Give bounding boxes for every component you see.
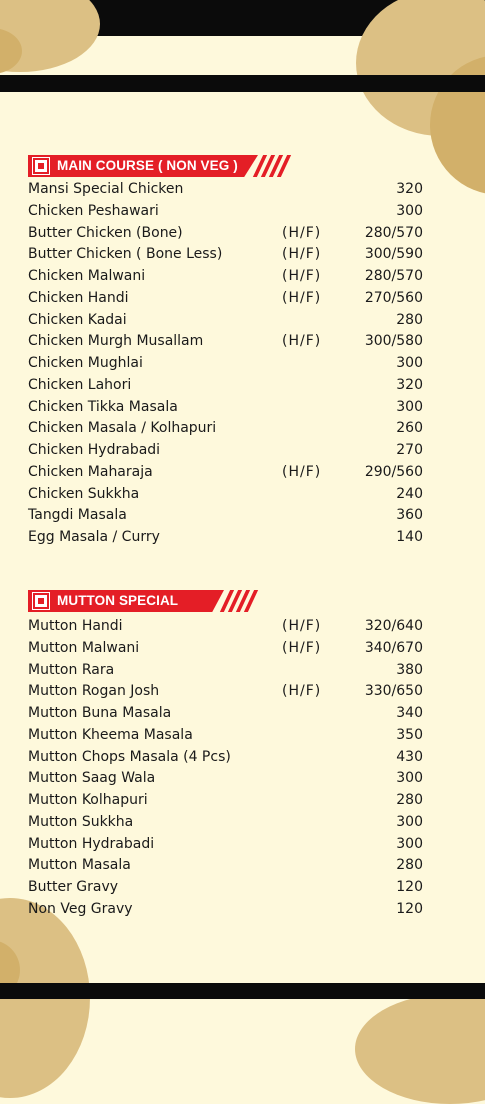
section-title: MAIN COURSE ( NON VEG ) bbox=[57, 158, 238, 173]
item-name: Chicken Maharaja bbox=[28, 463, 153, 480]
menu-item bbox=[28, 877, 423, 899]
item-name: Mutton Handi bbox=[28, 618, 123, 634]
menu-item bbox=[28, 484, 423, 506]
item-name: Chicken Masala / Kolhapuri bbox=[28, 420, 217, 437]
bottom-black-band bbox=[0, 983, 485, 999]
item-name: Mutton Kheema Masala bbox=[28, 726, 193, 743]
menu-item bbox=[28, 201, 423, 223]
item-price: 300 bbox=[396, 355, 423, 371]
item-name: Chicken Hydrabadi bbox=[28, 442, 161, 458]
item-name: Chicken Mughlai bbox=[28, 355, 143, 371]
menu-item bbox=[28, 747, 423, 769]
section-title: MUTTON SPECIAL bbox=[57, 593, 179, 608]
item-size: (H/F) bbox=[282, 463, 322, 480]
item-price: 300 bbox=[396, 398, 423, 415]
menu-item bbox=[28, 244, 423, 266]
menu-item bbox=[28, 266, 423, 288]
item-name: Egg Masala / Curry bbox=[28, 529, 160, 545]
item-price: 300/580 bbox=[364, 333, 423, 350]
item-name: Chicken Lahori bbox=[28, 376, 132, 393]
item-name: Mutton Rogan Josh bbox=[28, 683, 160, 700]
item-name: Mutton Sukkha bbox=[28, 813, 134, 830]
header-black-band-overlay bbox=[0, 75, 485, 92]
item-name: Butter Chicken ( Bone Less) bbox=[28, 246, 223, 263]
menu-item bbox=[28, 505, 423, 527]
item-name: Chicken Kadai bbox=[28, 311, 127, 328]
item-price: 280/570 bbox=[364, 268, 423, 284]
item-name: Mutton Malwani bbox=[28, 639, 140, 656]
item-name: Mansi Special Chicken bbox=[28, 181, 184, 197]
menu-item bbox=[28, 703, 423, 725]
item-size: (H/F) bbox=[282, 268, 322, 284]
item-name: Butter Gravy bbox=[28, 879, 119, 895]
item-name: Mutton Chops Masala (4 Pcs) bbox=[28, 748, 231, 765]
menu-item bbox=[28, 790, 423, 812]
item-price: 280/570 bbox=[364, 224, 423, 241]
item-name: Chicken Murgh Musallam bbox=[28, 333, 204, 350]
menu-item bbox=[28, 812, 423, 834]
menu-item bbox=[28, 331, 423, 353]
menu-item bbox=[28, 397, 423, 419]
item-price: 360 bbox=[396, 507, 423, 524]
item-price: 280 bbox=[396, 311, 423, 328]
item-price: 120 bbox=[396, 879, 423, 895]
item-price: 300 bbox=[396, 813, 423, 830]
menu-item bbox=[28, 440, 423, 462]
item-price: 320 bbox=[396, 181, 423, 197]
veg-mark-icon bbox=[33, 593, 49, 609]
item-size: (H/F) bbox=[282, 683, 322, 700]
item-size: (H/F) bbox=[282, 333, 322, 350]
item-size: (H/F) bbox=[282, 289, 322, 306]
menu-item bbox=[28, 179, 423, 201]
menu-item bbox=[28, 288, 423, 310]
menu-item bbox=[28, 527, 423, 549]
item-size: (H/F) bbox=[282, 639, 322, 656]
item-price: 270/560 bbox=[364, 289, 423, 306]
menu-list-main-course bbox=[28, 179, 423, 549]
item-size: (H/F) bbox=[282, 618, 322, 634]
item-price: 290/560 bbox=[364, 463, 423, 480]
item-size: (H/F) bbox=[282, 224, 322, 241]
menu-item bbox=[28, 899, 423, 921]
item-price: 300 bbox=[396, 770, 423, 787]
section-header-mutton-special bbox=[28, 590, 253, 612]
item-price: 320/640 bbox=[364, 618, 423, 634]
menu-item bbox=[28, 223, 423, 245]
menu-item bbox=[28, 638, 423, 660]
item-price: 340 bbox=[396, 705, 423, 721]
item-name: Mutton Masala bbox=[28, 857, 131, 874]
item-price: 320 bbox=[396, 376, 423, 393]
item-name: Tangdi Masala bbox=[28, 507, 127, 524]
item-name: Non Veg Gravy bbox=[28, 900, 133, 917]
menu-list-mutton-special bbox=[28, 616, 423, 921]
item-price: 280 bbox=[396, 792, 423, 808]
menu-item bbox=[28, 616, 423, 638]
item-price: 350 bbox=[396, 726, 423, 743]
item-price: 300/590 bbox=[364, 246, 423, 263]
item-name: Chicken Tikka Masala bbox=[28, 398, 178, 415]
menu-item bbox=[28, 725, 423, 747]
section-header-main-course bbox=[28, 155, 286, 177]
item-price: 430 bbox=[396, 748, 423, 765]
menu-item bbox=[28, 462, 423, 484]
decorative-circle-bottom-right bbox=[355, 994, 485, 1104]
item-name: Mutton Rara bbox=[28, 661, 115, 678]
item-name: Chicken Handi bbox=[28, 289, 129, 306]
item-price: 380 bbox=[396, 661, 423, 678]
menu-item bbox=[28, 855, 423, 877]
item-name: Mutton Saag Wala bbox=[28, 770, 156, 787]
item-price: 260 bbox=[396, 420, 423, 437]
item-price: 240 bbox=[396, 485, 423, 502]
item-price: 330/650 bbox=[364, 683, 423, 700]
veg-mark-icon bbox=[33, 158, 49, 174]
menu-item bbox=[28, 834, 423, 856]
menu-item bbox=[28, 353, 423, 375]
item-name: Chicken Malwani bbox=[28, 268, 146, 284]
item-price: 280 bbox=[396, 857, 423, 874]
menu-item bbox=[28, 681, 423, 703]
item-price: 140 bbox=[396, 529, 423, 545]
menu-item bbox=[28, 418, 423, 440]
item-price: 270 bbox=[396, 442, 423, 458]
item-price: 300 bbox=[396, 835, 423, 852]
item-price: 300 bbox=[396, 202, 423, 219]
item-price: 120 bbox=[396, 900, 423, 917]
item-name: Mutton Kolhapuri bbox=[28, 792, 148, 808]
menu-item bbox=[28, 310, 423, 332]
item-size: (H/F) bbox=[282, 246, 322, 263]
menu-item bbox=[28, 768, 423, 790]
item-name: Chicken Sukkha bbox=[28, 485, 140, 502]
item-name: Chicken Peshawari bbox=[28, 202, 159, 219]
item-name: Butter Chicken (Bone) bbox=[28, 224, 183, 241]
item-name: Mutton Buna Masala bbox=[28, 705, 172, 721]
menu-item bbox=[28, 660, 423, 682]
menu-item bbox=[28, 375, 423, 397]
item-name: Mutton Hydrabadi bbox=[28, 835, 155, 852]
item-price: 340/670 bbox=[364, 639, 423, 656]
